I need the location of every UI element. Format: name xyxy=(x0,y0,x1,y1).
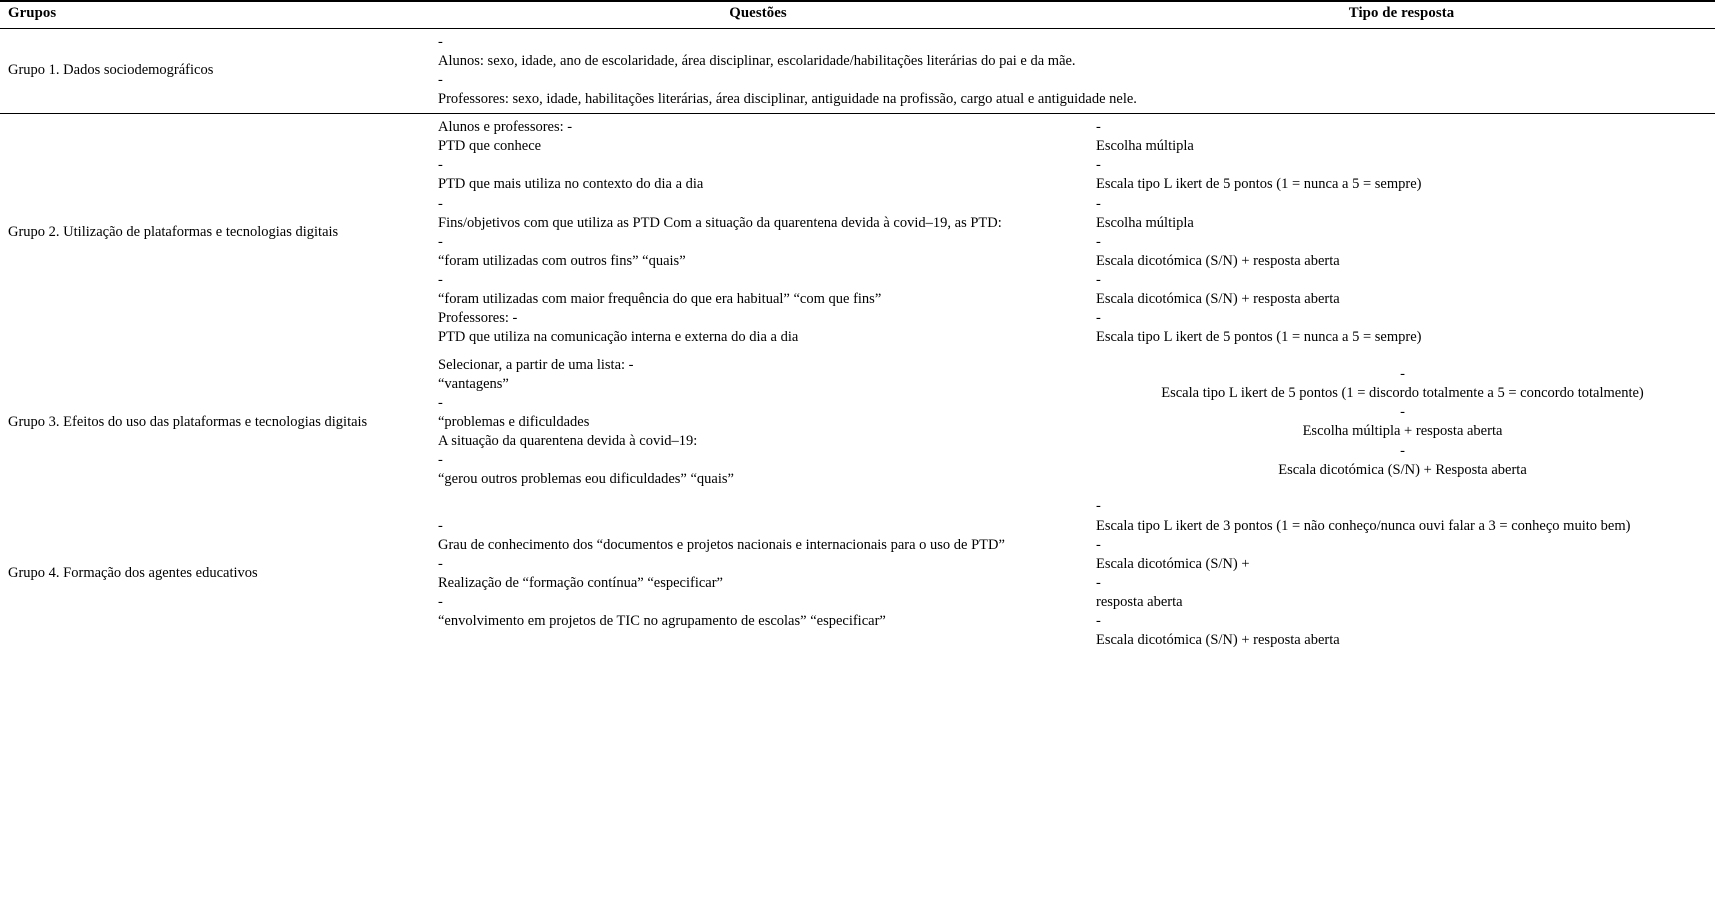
bullet-dash: - xyxy=(438,233,443,250)
question-line: “foram utilizadas com maior frequência do que era habitual” “com que fins” xyxy=(438,291,882,308)
question-line: PTD que conhece xyxy=(438,138,542,155)
questions-cell xyxy=(428,28,1137,114)
column-header-groups: Grupos xyxy=(0,1,428,28)
group-label: Grupo 4. Formação dos agentes educativos xyxy=(8,565,258,582)
table-body xyxy=(0,28,1715,654)
bullet-dash: - xyxy=(1096,119,1101,136)
response-type-cell xyxy=(1088,28,1715,114)
bullet-dash: - xyxy=(1400,404,1405,421)
table-header xyxy=(0,1,1715,28)
bullet-dash: - xyxy=(438,517,443,534)
bullet-dash: - xyxy=(1096,536,1101,553)
response-line: Escala dicotómica (S/N) + xyxy=(1096,555,1250,572)
question-line: Grau de conhecimento dos “documentos e projetos nacionais e internacionais para o uso de PTD” xyxy=(438,536,1005,553)
response-line: Escala dicotómica (S/N) + resposta aberta xyxy=(1096,632,1340,649)
bullet-dash: - xyxy=(1400,366,1405,383)
group-label: Grupo 2. Utilização de plataformas e tecnologias digitais xyxy=(8,224,339,241)
response-line: Escala dicotómica (S/N) + resposta aberta xyxy=(1096,252,1340,269)
question-line: Selecionar, a partir de uma lista: - xyxy=(438,356,634,373)
column-header-questions: Questões xyxy=(428,1,1088,28)
table-row xyxy=(0,114,1715,352)
bullet-dash: - xyxy=(438,394,443,411)
question-line: “vantagens” xyxy=(438,375,509,392)
questions-cell xyxy=(428,352,1088,494)
group-name-cell xyxy=(0,493,428,654)
response-type-cell xyxy=(1088,493,1715,654)
bullet-dash: - xyxy=(438,555,443,572)
bullet-dash: - xyxy=(1096,272,1101,289)
bullet-dash: - xyxy=(1096,157,1101,174)
table-header-row xyxy=(0,1,1715,28)
bullet-dash: - xyxy=(438,33,443,50)
response-line: Escolha múltipla + resposta aberta xyxy=(1302,423,1503,440)
question-line: PTD que utiliza na comunicação interna e externa do dia a dia xyxy=(438,329,799,346)
question-line: Realização de “formação contínua” “especificar” xyxy=(438,574,723,591)
response-line: Escala dicotómica (S/N) + resposta aberta xyxy=(1096,291,1340,308)
response-type-cell xyxy=(1088,114,1715,352)
response-line: Escala tipo L ikert de 5 pontos (1 = discordo totalmente a 5 = concordo totalmente) xyxy=(1161,385,1644,402)
response-type-cell xyxy=(1088,352,1715,494)
question-line: Professores: sexo, idade, habilitações literárias, área disciplinar, antiguidade na profissão, cargo atual e antiguidade nele. xyxy=(438,90,1137,107)
bullet-dash: - xyxy=(1096,613,1101,630)
bullet-dash: - xyxy=(1096,310,1101,327)
table-row xyxy=(0,352,1715,494)
column-header-response-type: Tipo de resposta xyxy=(1088,1,1715,28)
response-line: Escala dicotómica (S/N) + Resposta aberta xyxy=(1278,461,1527,478)
group-name-cell xyxy=(0,114,428,352)
question-line: “foram utilizadas com outros fins” “quais” xyxy=(438,252,686,269)
questions-cell xyxy=(428,114,1088,352)
response-line: Escolha múltipla xyxy=(1096,138,1194,155)
response-line: Escolha múltipla xyxy=(1096,214,1194,231)
group-name-cell xyxy=(0,352,428,494)
table-row xyxy=(0,28,1715,114)
questions-cell xyxy=(428,493,1088,654)
bullet-dash: - xyxy=(438,195,443,212)
bullet-dash: - xyxy=(1096,498,1101,515)
group-label: Grupo 3. Efeitos do uso das plataformas e tecnologias digitais xyxy=(8,413,368,430)
group-name-cell xyxy=(0,28,428,114)
question-line: PTD que mais utiliza no contexto do dia a dia xyxy=(438,176,704,193)
question-line: Professores: - xyxy=(438,310,518,327)
response-line: Escala tipo L ikert de 5 pontos (1 = nunca a 5 = sempre) xyxy=(1096,176,1422,193)
question-line: “envolvimento em projetos de TIC no agrupamento de escolas” “especificar” xyxy=(438,613,886,630)
bullet-dash: - xyxy=(1400,442,1405,459)
table-row xyxy=(0,493,1715,654)
question-line: Alunos e professores: - xyxy=(438,119,573,136)
bullet-dash: - xyxy=(438,272,443,289)
question-line: Alunos: sexo, idade, ano de escolaridade, área disciplinar, escolaridade/habilitações literárias do pai e da mãe. xyxy=(438,52,1076,69)
question-line: “gerou outros problemas eou dificuldades” “quais” xyxy=(438,471,734,488)
bullet-dash: - xyxy=(438,594,443,611)
question-line: A situação da quarentena devida à covid–19: xyxy=(438,433,698,450)
question-line: “problemas e dificuldades xyxy=(438,413,590,430)
bullet-dash: - xyxy=(438,157,443,174)
bullet-dash: - xyxy=(1096,233,1101,250)
response-line: resposta aberta xyxy=(1096,594,1183,611)
bullet-dash: - xyxy=(438,71,443,88)
group-label: Grupo 1. Dados sociodemográficos xyxy=(8,62,214,79)
bullet-dash: - xyxy=(438,452,443,469)
response-line: Escala tipo L ikert de 5 pontos (1 = nunca a 5 = sempre) xyxy=(1096,329,1422,346)
bullet-dash: - xyxy=(1096,195,1101,212)
bullet-dash: - xyxy=(1096,574,1101,591)
response-line: Escala tipo L ikert de 3 pontos (1 = não conheço/nunca ouvi falar a 3 = conheço muito bem) xyxy=(1096,517,1631,534)
question-line: Fins/objetivos com que utiliza as PTD Com a situação da quarentena devida à covid–19, as PTD: xyxy=(438,214,1002,231)
